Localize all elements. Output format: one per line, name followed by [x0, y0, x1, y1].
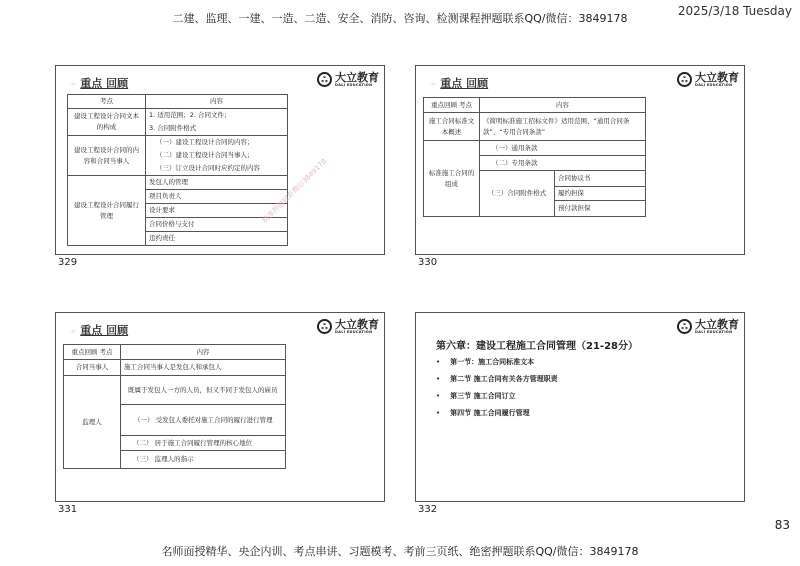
logo	[677, 72, 739, 87]
cell: 1. 适用范围；2. 合同文件；	[146, 109, 288, 123]
chapter-title: 第六章：建设工程施工合同管理（21-28分）	[436, 341, 638, 352]
slide-number: 329	[58, 257, 78, 268]
cell: （三）订立设计合同时应约定的内容	[146, 162, 288, 176]
logo-sub: DALI EDUCATION	[335, 82, 373, 87]
row-key: 建设工程设计合同的内容和合同当事人	[68, 136, 146, 176]
row-key: 施工合同标准文本概述	[424, 113, 480, 141]
date: 2025/3/18 Tuesday	[677, 4, 792, 18]
row-key: 监理人	[64, 376, 121, 469]
logo	[677, 319, 739, 334]
section-item: • 第二节 施工合同有关各方管理职责	[436, 374, 558, 391]
slide-number: 330	[418, 257, 438, 268]
slide-332	[415, 312, 745, 502]
cell: 设计要求	[146, 204, 288, 218]
logo-sub: DALI EDUCATION	[335, 329, 373, 334]
cell: 违约责任	[146, 232, 288, 246]
cell: （二）建设工程设计合同当事人；	[146, 149, 288, 162]
page-number: 83	[774, 518, 790, 532]
footer-text: 名师面授精华、央企内训、考点串讲、习题模考、考前三页纸、绝密押题联系QQ/微信：3849178	[161, 545, 639, 558]
review-table	[423, 97, 646, 217]
cell: 履约担保	[555, 187, 646, 201]
logo-icon: ஃ	[317, 72, 332, 87]
cell: （三）合同附件格式	[480, 171, 555, 217]
row-key: 标准施工合同的组成	[424, 141, 480, 217]
cell: 3. 合同附件格式	[146, 122, 288, 136]
slide-title: ☞ 重点 回顾	[70, 75, 128, 91]
slide-329	[55, 65, 385, 255]
logo-name: 大立教育	[695, 70, 739, 84]
col-header: 内容	[480, 98, 646, 113]
col-header: 内容	[146, 95, 288, 109]
cell: （一） 受发包人委托对施工合同的履行进行管理	[121, 405, 286, 436]
logo	[317, 72, 379, 87]
row-key: 建设工程设计合同履行管理	[68, 176, 146, 246]
section-item: • 第三节 施工合同订立	[436, 391, 558, 408]
slide-331	[55, 312, 385, 502]
cell: 既属于发包人一方的人员，但又不同于发包人的雇员	[121, 376, 286, 405]
cell: 合同价格与支付	[146, 218, 288, 232]
logo-icon: ஃ	[317, 319, 332, 334]
cell: （一）通用条款	[480, 141, 646, 156]
cell: （一）建设工程设计合同的内容；	[146, 136, 288, 150]
header-text: 二建、监理、一建、一造、二造、安全、消防、咨询、检测课程押题联系QQ/微信：3849178	[172, 12, 628, 25]
logo-sub: DALI EDUCATION	[695, 329, 733, 334]
col-header: 考点	[68, 95, 146, 109]
cell: 施工合同当事人是发包人和承包人	[121, 360, 286, 376]
logo-name: 大立教育	[335, 70, 379, 84]
col-header: 重点回顾 考点	[424, 98, 480, 113]
logo	[317, 319, 379, 334]
slide-title: ☞ 重点 回顾	[70, 322, 128, 338]
logo-name: 大立教育	[695, 317, 739, 331]
review-table	[67, 94, 288, 246]
logo-icon: ஃ	[677, 72, 692, 87]
cell: （三） 监理人的指示	[121, 451, 286, 469]
logo-name: 大立教育	[335, 317, 379, 331]
cell: （二） 居于施工合同履行管理的核心地位	[121, 436, 286, 451]
logo-icon: ஃ	[677, 319, 692, 334]
col-header: 重点回顾 考点	[64, 345, 121, 360]
row-key: 合同当事人	[64, 360, 121, 376]
cell: 发包人的管理	[146, 176, 288, 190]
review-table	[63, 344, 286, 469]
section-item: • 第四节 施工合同履行管理	[436, 408, 558, 425]
cell: 项目负责人	[146, 190, 288, 204]
slide-number: 332	[418, 504, 438, 515]
slide-number: 331	[58, 504, 78, 515]
section-list	[436, 357, 558, 425]
cell: 《简明标准施工招标文件》适用范围、“通用合同条款”、“专用合同条款”	[480, 113, 646, 141]
slide-title: ☞ 重点 回顾	[430, 75, 488, 91]
slide-330	[415, 65, 745, 255]
cell: 预付款担保	[555, 201, 646, 217]
section-item: • 第一节：施工合同标准文本	[436, 357, 558, 374]
watermark: 精准押题联系微信3849178	[260, 157, 329, 225]
row-key: 建设工程设计合同文本的构成	[68, 109, 146, 136]
col-header: 内容	[121, 345, 286, 360]
logo-sub: DALI EDUCATION	[695, 82, 733, 87]
cell: （二）专用条款	[480, 156, 646, 171]
cell: 合同协议书	[555, 171, 646, 187]
